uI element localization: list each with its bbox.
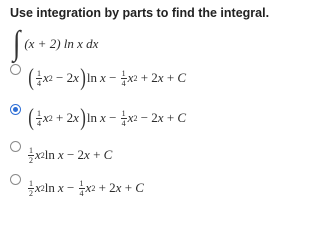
question-prompt: Use integration by parts to find the integral.	[10, 6, 270, 20]
option-c-math: $\frac{1}{2}$ x 2 ln x − 2 x + C	[29, 145, 113, 165]
radio-button-b-selected[interactable]	[10, 104, 21, 115]
answer-option-d[interactable]	[10, 173, 144, 203]
option-a-math: ( $\frac{1}{4}$ x 2 − 2 x ) ln x − $\frac{1}{4}$ x 2 + 2 x + C	[28, 65, 187, 91]
answer-option-a[interactable]	[10, 63, 186, 93]
integral-expression	[12, 27, 98, 61]
integrand-text: (x + 2) ln x dx	[24, 36, 99, 51]
integral-sign: ∫	[12, 25, 21, 62]
option-d-math: $\frac{1}{2}$ x 2 ln x − $\frac{1}{4}$ x 2 + 2 x + C	[29, 178, 144, 198]
radio-button-a[interactable]	[10, 64, 21, 75]
option-b-math: ( $\frac{1}{4}$ x 2 + 2 x ) ln x − $\frac{1}{4}$ x 2 − 2 x + C	[28, 105, 187, 131]
answer-option-b[interactable]	[10, 103, 186, 133]
answer-option-c[interactable]	[10, 140, 112, 170]
radio-button-d[interactable]	[10, 174, 21, 185]
radio-button-c[interactable]	[10, 141, 21, 152]
